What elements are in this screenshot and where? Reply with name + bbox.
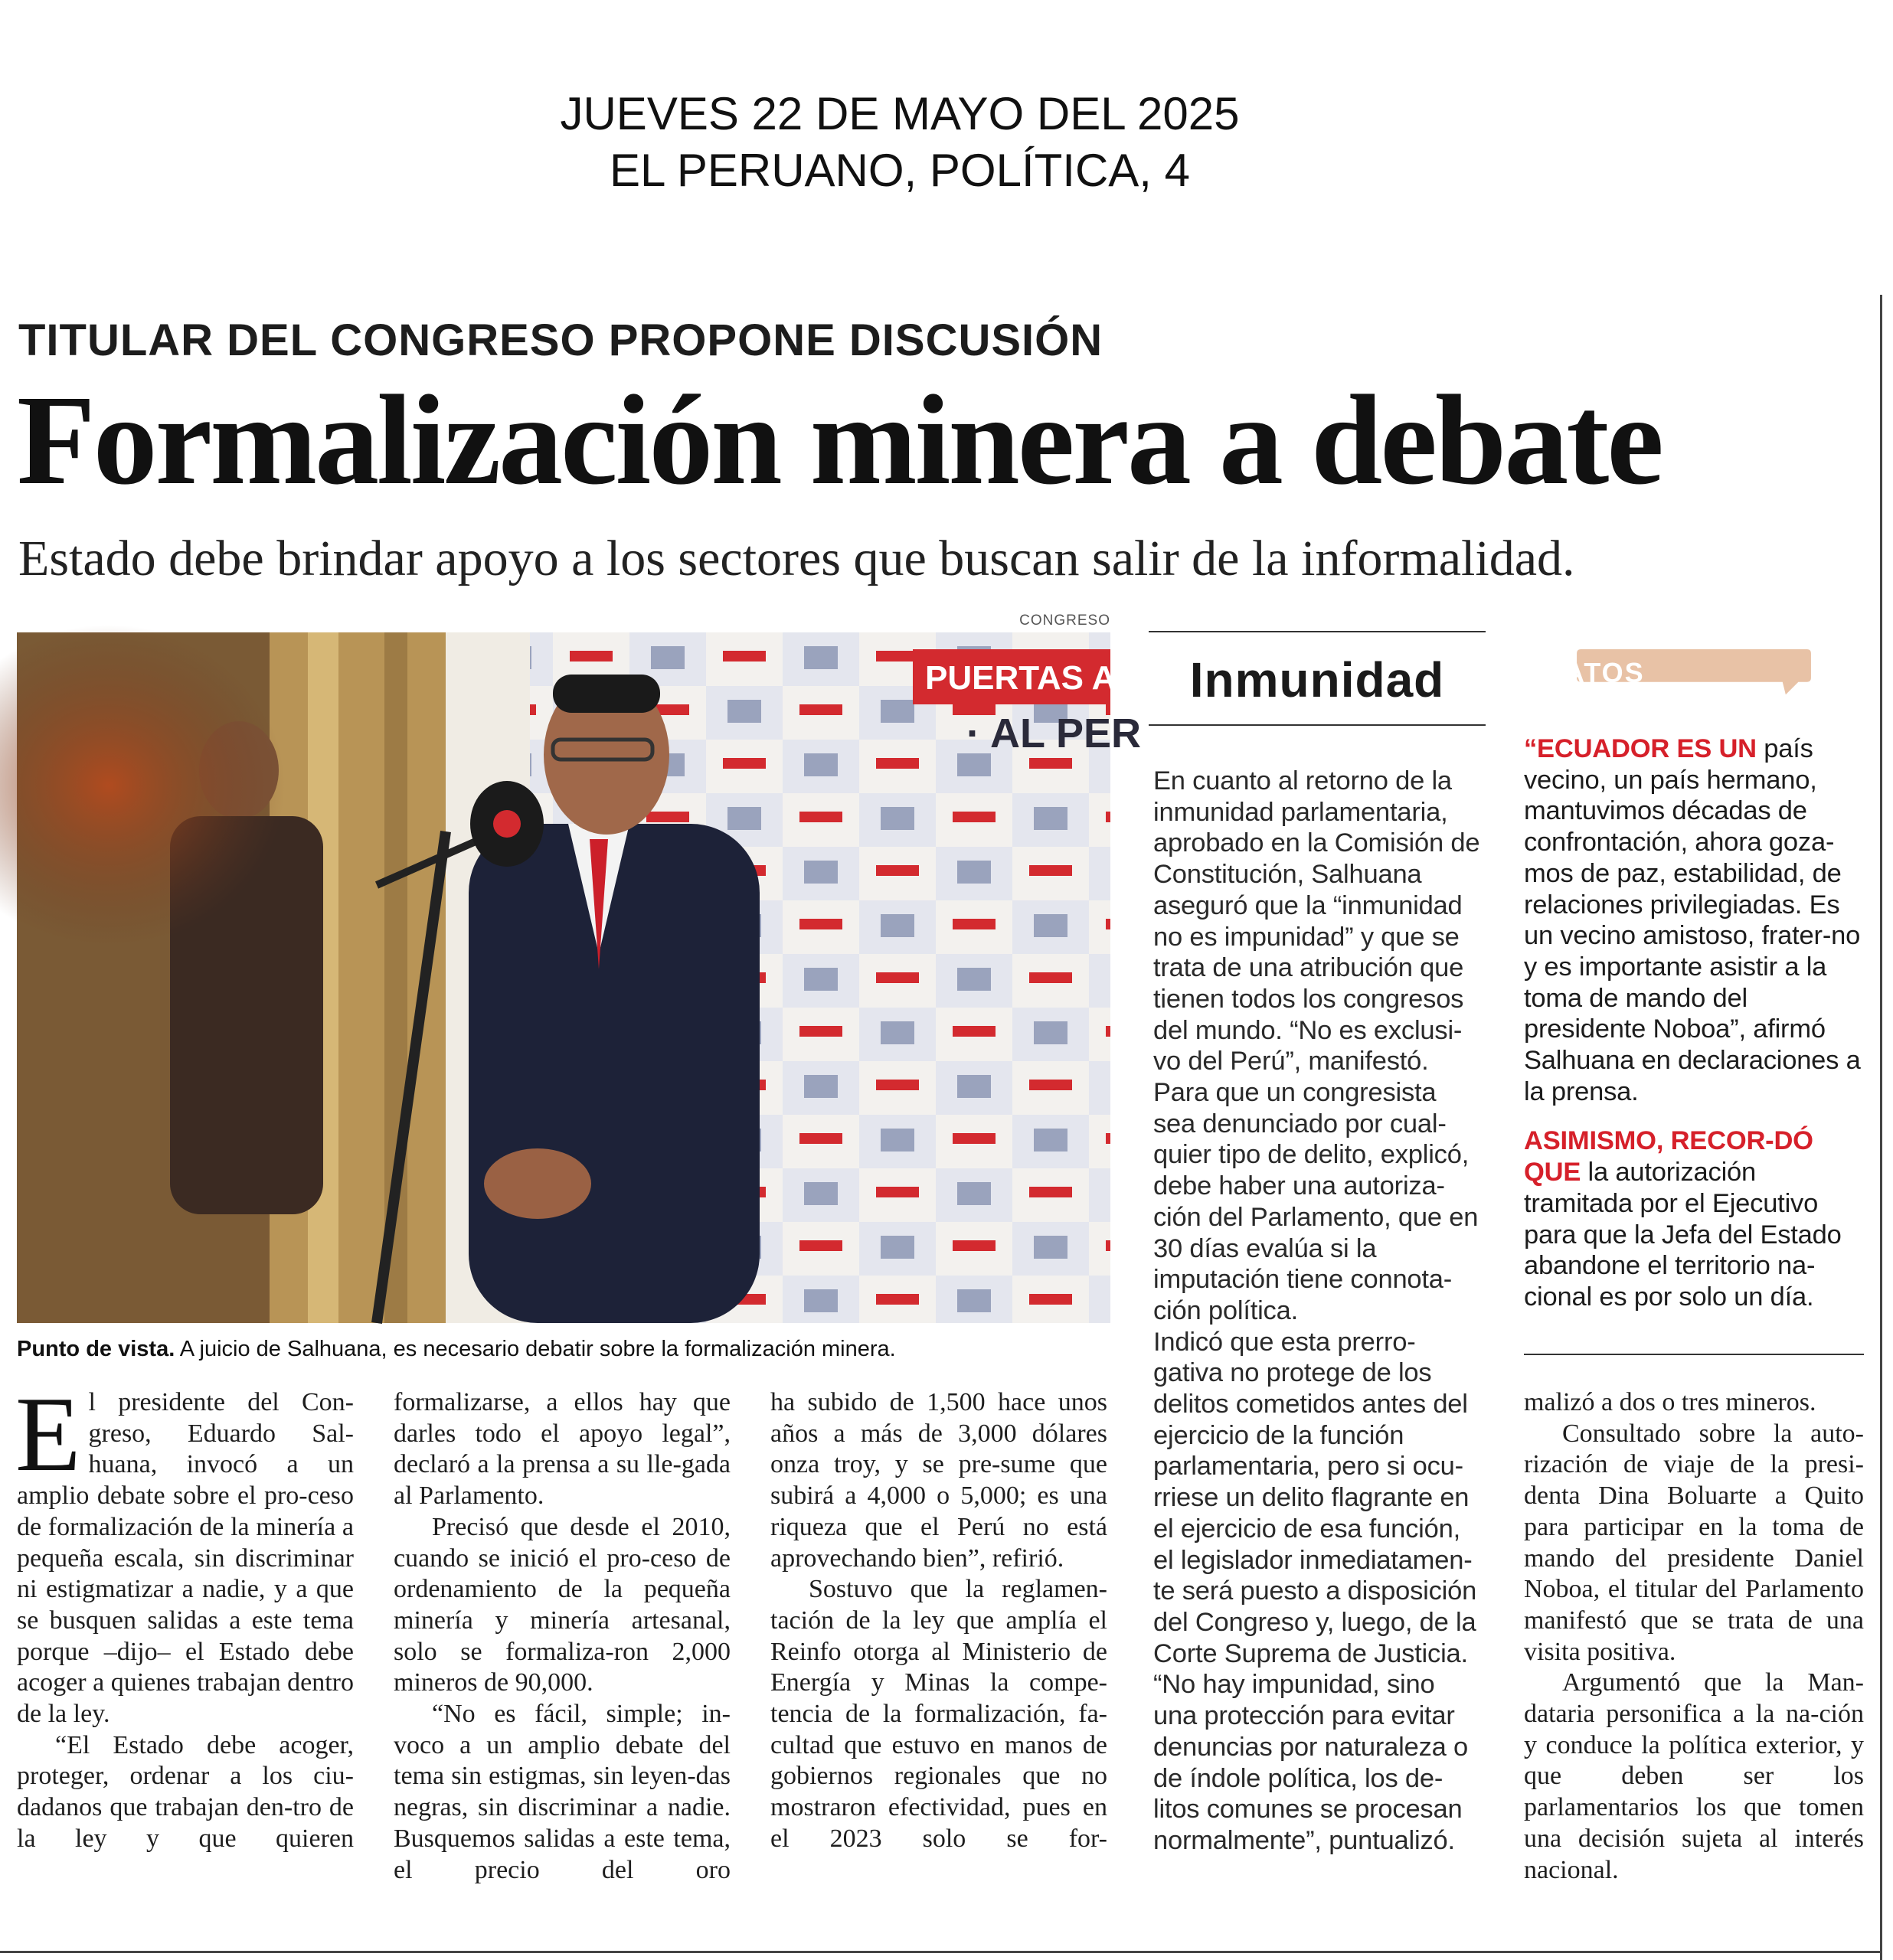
page-bottom-rule: [0, 1951, 1882, 1953]
body-paragraph: El presidente del Con-greso, Eduardo Sal-huana, invocó a un amplio debate sobre el pro-ceso de formalización de la minería a pequeña escala, sin discriminar ni estigmatizar a nadie, y a que se busquen salidas a este tema porque –dijo– el Estado debe acoger a quienes trabajan dentro de la ley.: [15, 1375, 354, 1729]
dateline: [0, 86, 1800, 199]
kicker: TITULAR DEL CONGRESO PROPONE DISCUSIÓN: [18, 315, 1103, 365]
banner-text-2: · AL PER: [966, 710, 1142, 756]
body-column-3: [770, 1387, 1107, 1855]
inmunidad-paragraph: En cuanto al retorno de la inmunidad parlamentaria, aprobado en la Comisión de Constitución, Salhuana aseguró que la “inmunidad no es impunidad” y que se trata de una atribución que tienen todos los congresos del mundo. “No es exclusi-vo del Perú”, manifestó.: [1153, 766, 1480, 1076]
datos-item: “ECUADOR ES UN país vecino, un país hermano, mantuvimos décadas de confrontación, ahora goza-mos de paz, estabilidad, de relaciones privilegiadas. Es un vecino amistoso, frater-no y es importante asistir a la toma de mando del presidente Noboa”, afirmó Salhuana en declaraciones a la prensa.: [1524, 734, 1861, 1106]
body-paragraph: Sostuvo que la reglamen-tación de la ley que amplía el Reinfo otorga al Ministerio de Energía y Minas la compe-tencia de la formalización, fa-cultad que estuvo en manos de gobiernos regionales que no mostraron efectividad, pues en el 2023 solo se for-: [770, 1575, 1107, 1853]
inmunidad-top-rule: [1149, 631, 1486, 632]
article-photo: [17, 632, 1150, 1323]
body-paragraph: malizó a dos o tres mineros.: [1524, 1388, 1816, 1416]
photo-illustration: [17, 632, 1150, 1323]
body-column-1: [15, 1375, 354, 1855]
inmunidad-body: [1153, 766, 1484, 1857]
body-paragraph: Consultado sobre la auto-rización de viaje de la presi-denta Dina Boluarte a Quito para participar en la toma de mando del presidente Daniel Noboa, el titular del Parlamento manifestó que se trata de una visita positiva.: [1524, 1419, 1864, 1666]
photo-credit: CONGRESO: [1019, 612, 1110, 629]
dateline-section: EL PERUANO, POLÍTICA, 4: [610, 145, 1190, 196]
body-paragraph: formalizarse, a ellos hay que darles todo el apoyo legal”, declaró a la prensa a su lle-gada al Parlamento.: [394, 1388, 731, 1511]
body-paragraph: “El Estado debe acoger, proteger, ordenar a los ciu-dadanos que trabajan den-tro de la ley y que quieren: [17, 1730, 354, 1853]
body-paragraph: Argumentó que la Man-dataria personifica a la na-ción y conduce la política exterior, y que deben ser los parlamentarios los que tomen una decisión sujeta al interés nacional.: [1524, 1668, 1864, 1884]
datos-label: DATOS: [1543, 657, 1645, 688]
body-paragraph: ha subido de 1,500 hace unos años a más de 3,000 dólares onza troy, y se pre-sume que subirá a 4,000 o 5,000; es una riqueza que el Perú no está aprovechando bien”, refirió.: [770, 1388, 1107, 1573]
inmunidad-paragraph: Indicó que esta prerro-gativa no protege de los delitos cometidos antes del ejercicio de la función parlamentaria, pero si ocu-rriese un delito flagrante en el ejercicio de esa función, el legislador inmediatamen-te será puesto a disposición del Congreso y, luego, de la Corte Suprema de Justicia.: [1153, 1327, 1477, 1668]
photo-caption: [17, 1334, 1112, 1364]
dateline-date: JUEVES 22 DE MAYO DEL 2025: [560, 88, 1240, 139]
datos-body: [1524, 733, 1864, 1313]
body-column-4: [1524, 1387, 1864, 1886]
inmunidad-title: Inmunidad: [1189, 652, 1445, 707]
banner-text-1: PUERTAS ABI: [925, 659, 1150, 697]
body-column-2: [394, 1387, 731, 1886]
caption-lead: Punto de vista.: [17, 1337, 175, 1361]
deck: Estado debe brindar apoyo a los sectores que buscan salir de la informalidad.: [18, 531, 1575, 586]
body-paragraph: Precisó que desde el 2010, cuando se inició el pro-ceso de ordenamiento de la pequeña minería y minería artesanal, solo se formaliza-ron 2,000 mineros de 90,000.: [394, 1512, 731, 1697]
inmunidad-title-rule: [1149, 724, 1486, 726]
inmunidad-paragraph: Para que un congresista sea denunciado por cual-quier tipo de delito, explicó, debe haber una autoriza-ción del Parlamento, que en 30 días evalúa si la imputación tiene connota-ción política.: [1153, 1078, 1479, 1325]
page-right-rule: [1880, 295, 1882, 1960]
datos-bottom-rule: [1524, 1354, 1864, 1355]
datos-item-lead: ASIMISMO, RECOR-DÓ QUE: [1524, 1126, 1813, 1187]
caption-text: A juicio de Salhuana, es necesario debatir sobre la formalización minera.: [179, 1337, 896, 1361]
headline: Formalización minera a debate: [17, 369, 1662, 511]
datos-item: ASIMISMO, RECOR-DÓ QUE la autorización tramitada por el Ejecutivo para que la Jefa del Estado abandone el territorio na-cional es por solo un día.: [1524, 1126, 1842, 1312]
drop-cap: E: [15, 1375, 81, 1494]
inmunidad-paragraph: “No hay impunidad, sino una protección para evitar denuncias por naturaleza o de índole política, los de-litos comunes se procesan normalmente”, puntualizó.: [1153, 1670, 1469, 1855]
body-paragraph: “No es fácil, simple; in-voco a un amplio debate del tema sin estigmas, sin leyen-das negras, sin discriminar a nadie. Busquemos salidas a este tema, el precio del oro: [394, 1700, 731, 1884]
datos-item-lead: “ECUADOR ES UN: [1524, 734, 1757, 763]
